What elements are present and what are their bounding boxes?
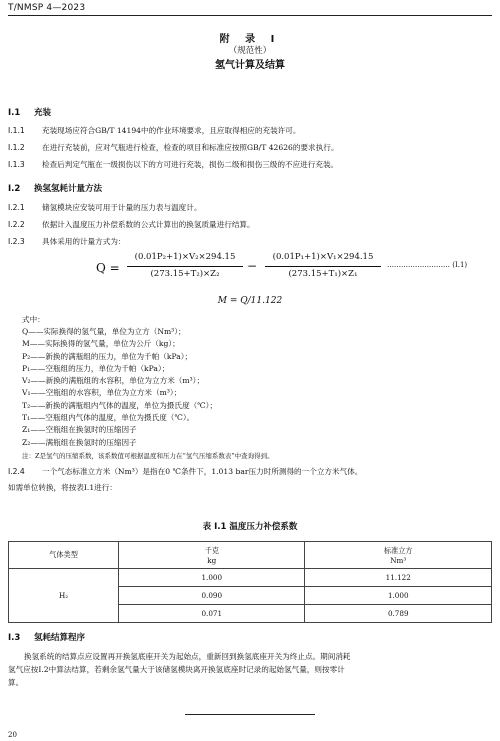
clause-text: 依据计入温度压力补偿系数的公式计算出的换氢质量进行结算。 (42, 220, 255, 229)
variable-def: P₁——空瓶组的压力，单位为千帕（kPa）； (22, 363, 170, 373)
section-heading (8, 106, 51, 118)
clause (8, 159, 338, 170)
clause-number: I.2.1 (8, 203, 25, 212)
table-cell: 11.122 (305, 569, 492, 587)
formula-minus: − (247, 259, 258, 273)
gas-cell: H₂ (9, 569, 119, 623)
formula-block (0, 250, 500, 290)
clause (8, 202, 201, 213)
paragraph-line: 换氢系统的结算点应设置再开换氢底座开关为起始点，重新回到换氢底座开关为终止点。期间消耗 (24, 652, 351, 661)
section-title: 充装 (34, 108, 52, 118)
variable-list (22, 326, 217, 449)
header-rule (8, 15, 492, 16)
fraction-bar (265, 266, 381, 267)
header-unit-symbol: kg (207, 555, 217, 565)
table-cell: 0.090 (119, 587, 305, 605)
variable-def: T₁——空瓶组内气体的温度，单位为摄氏度（℃）。 (22, 413, 195, 423)
table-cell: 1.000 (305, 587, 492, 605)
clause-number: I.1.2 (8, 143, 25, 152)
clause (8, 125, 300, 136)
clause-number: I.2.3 (8, 237, 25, 246)
header-unit-name: 千克 (204, 545, 219, 555)
paragraph-line: 氢气应按I.2中算法结算，若剩余氢气量大于该储氢模块离开换氢底座时记录的起始氢气量，则按零计 (8, 665, 345, 674)
header-cell (119, 542, 305, 569)
conversion-table (8, 541, 492, 623)
section-heading (8, 631, 85, 643)
clause (8, 466, 362, 477)
clause-continuation: 如需单位转换，将按表I.1进行： (8, 483, 117, 492)
clause-number: I.1.3 (8, 160, 25, 169)
variable-def: V₂——新换的满瓶组的水容积，单位为立方米（m³）； (22, 376, 205, 386)
header-unit-name: 标准立方 (383, 545, 413, 555)
variable-def: P₂——新换的满瓶组的压力，单位为千帕（kPa）； (22, 351, 193, 361)
clause-text: 储氢模块应安装可用于计量的压力表与温度计。 (42, 203, 202, 212)
variable-def: T₂——新换的满瓶组内气体的温度，单位为摄氏度（℃）； (22, 400, 218, 410)
formula-denominator-2: (273.15+T₁)×Z₁ (288, 269, 358, 279)
clause (8, 236, 126, 247)
note: 注：Z是氢气的压缩系数，该系数值可根据温度和压力在“氢气压缩系数表”中查询得到。 (22, 452, 274, 460)
clause-number: I.1.1 (8, 126, 25, 135)
footer-rule (185, 714, 315, 715)
formula-tag: ……………………… (I.1) (387, 261, 468, 269)
annex-type: （规范性） (228, 46, 272, 56)
table-caption: 表 I.1 温度压力补偿系数 (202, 522, 298, 532)
formula-m: M = Q/11.122 (217, 296, 283, 306)
clause-text: 具体采用的计量方式为： (42, 237, 126, 246)
formula-denominator-1: (273.15+T₂)×Z₂ (150, 269, 220, 279)
table-cell: 1.000 (119, 569, 305, 587)
formula-numerator-1: (0.01P₂+1)×V₂×294.15 (134, 252, 236, 262)
variable-def: M——实际换得的氢气量，单位为公斤（kg）； (22, 339, 180, 349)
section-number: I.2 (8, 184, 21, 194)
header-cell: 气体类型 (9, 542, 119, 569)
section-number: I.3 (8, 633, 21, 643)
clause-text: 检查后判定气瓶在一级损伤以下的方可进行充装，损伤二级和损伤三级的不应进行充装。 (42, 160, 339, 169)
variable-def: V₁——空瓶组的水容积，单位为立方米（m³）； (22, 388, 182, 398)
table-header-row (9, 542, 492, 569)
variable-def: Z₂——满瓶组在换氢时的压缩因子 (22, 437, 137, 447)
section-title: 换氢氢耗计量方法 (34, 184, 103, 194)
page-number: 20 (8, 731, 17, 739)
clause-text: 在进行充装前，应对气瓶进行检查，检查的项目和标准应按照GB/T 42626的要求执行。 (42, 143, 339, 152)
fraction-bar (127, 266, 243, 267)
clause-text: 一个气态标准立方米（Nm³）是指在0 ℃条件下，1.013 bar压力时所测得的一个立方米气体。 (42, 467, 363, 476)
clause (8, 219, 255, 230)
section-heading (8, 182, 102, 194)
clause (8, 142, 338, 153)
section-number: I.1 (8, 108, 21, 118)
annex-title: 附 录 I (219, 34, 281, 45)
header-cell (305, 542, 492, 569)
clause-number: I.2.4 (8, 467, 25, 476)
formula-lhs: Q = (96, 261, 120, 275)
standard-code: T/NMSP 4—2023 (8, 3, 86, 13)
formula-numerator-2: (0.01P₁+1)×V₁×294.15 (272, 252, 374, 262)
section-title: 氢耗结算程序 (34, 633, 86, 643)
table-row (9, 569, 492, 587)
where-label: 式中： (22, 315, 45, 324)
header-unit-symbol: Nm³ (390, 555, 407, 565)
variable-def: Q——实际换得的氢气量，单位为立方（Nm³）； (22, 327, 186, 336)
table-cell: 0.789 (305, 605, 492, 623)
paragraph (8, 650, 492, 689)
variable-def: Z₁——空瓶组在换氢时的压缩因子 (22, 425, 137, 435)
paragraph-line: 算。 (8, 678, 24, 687)
annex-name: 氢气计算及结算 (215, 60, 285, 71)
clause-text: 充装现场应符合GB/T 14194中的作业环境要求，且应取得相应的充装许可。 (42, 126, 301, 135)
table-cell: 0.071 (119, 605, 305, 623)
clause-number: I.2.2 (8, 220, 25, 229)
